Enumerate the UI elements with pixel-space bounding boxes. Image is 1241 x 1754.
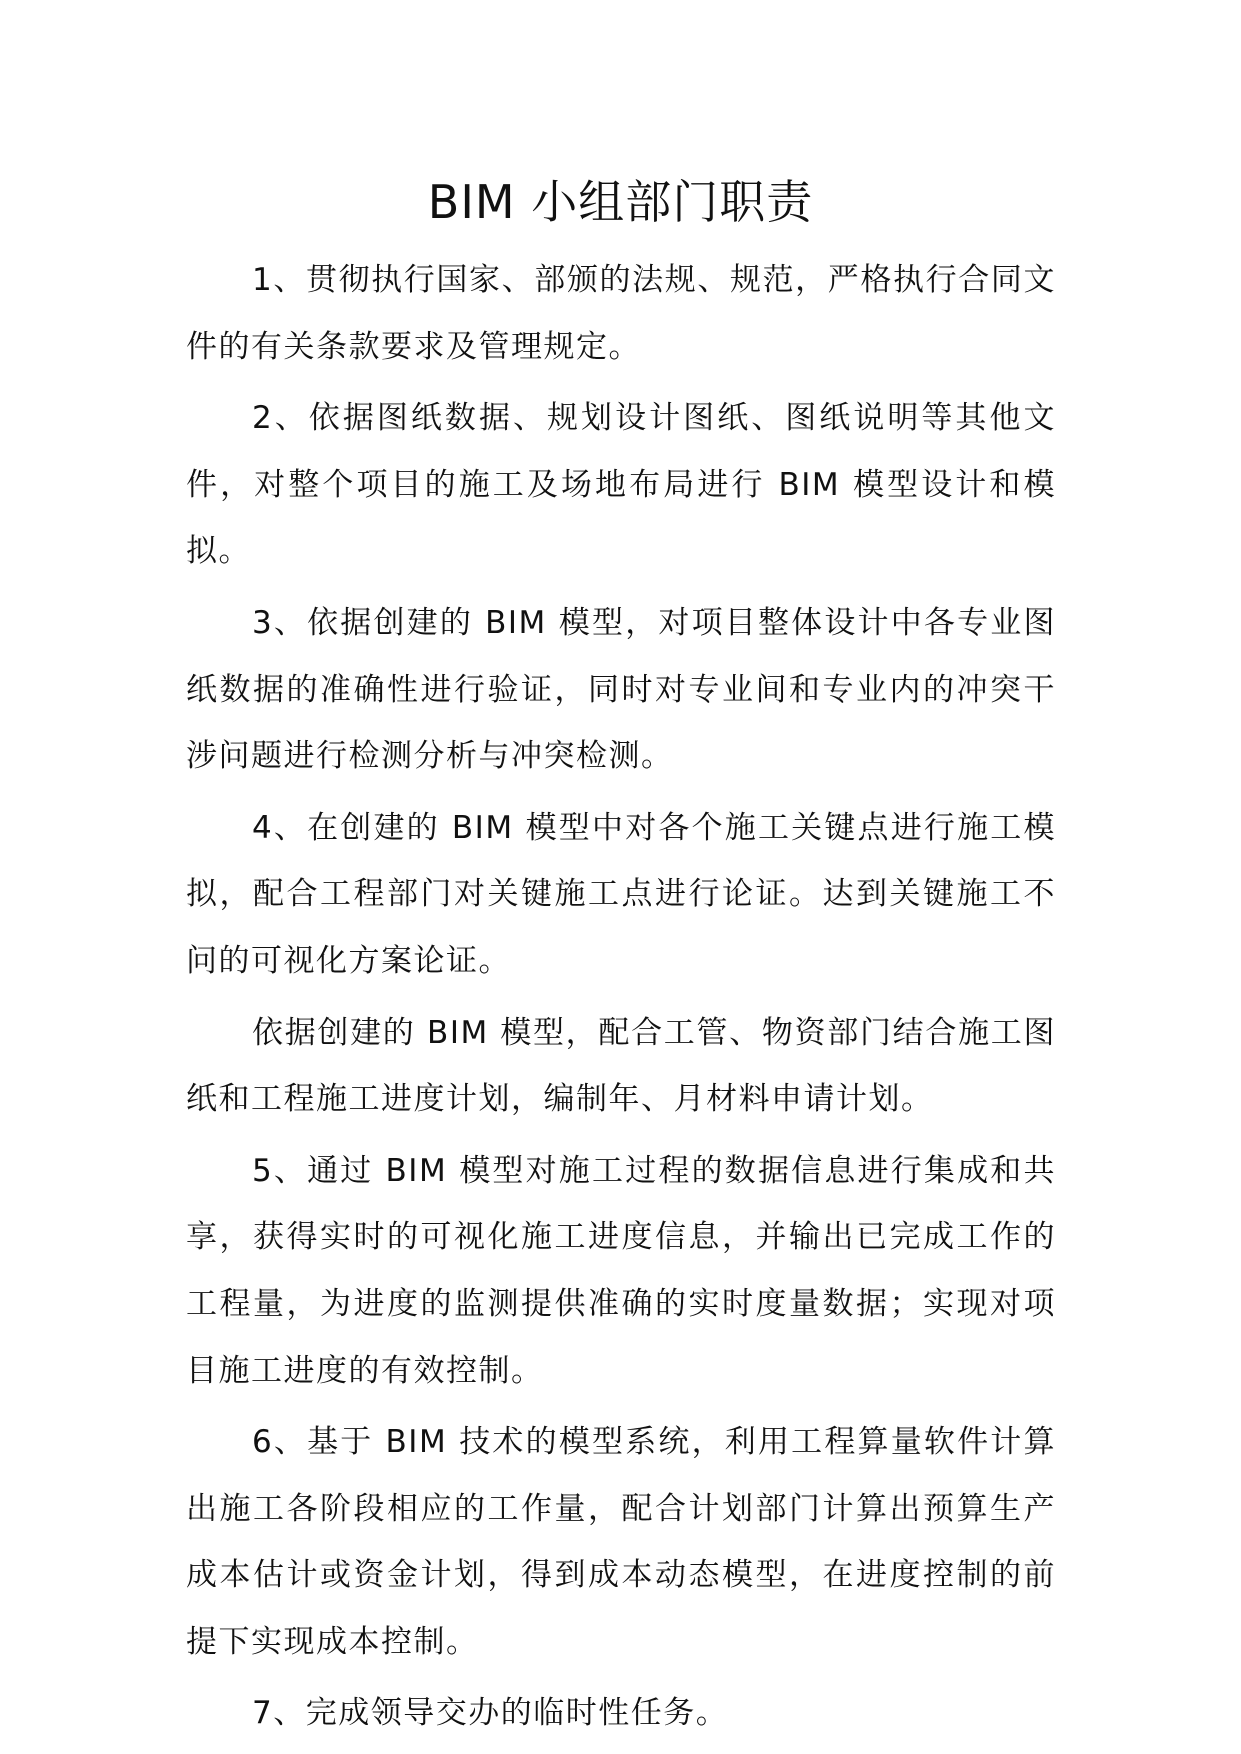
paragraph-1: 1、贯彻执行国家、部颁的法规、规范，严格执行合同文件的有关条款要求及管理规定。 bbox=[186, 262, 1056, 365]
document-title: BIM 小组部门职责 bbox=[427, 175, 814, 229]
paragraph-7: 7、完成领导交办的临时性任务。 bbox=[252, 1695, 729, 1732]
paragraph-4: 4、在创建的 BIM 模型中对各个施工关键点进行施工模拟，配合工程部门对关键施工点进行论证。达到关键施工不问的可视化方案论证。 bbox=[186, 809, 1056, 979]
paragraph-3: 3、依据创建的 BIM 模型，对项目整体设计中各专业图纸数据的准确性进行验证，同时对专业间和专业内的冲突干涉问题进行检测分析与冲突检测。 bbox=[186, 604, 1056, 775]
document-body bbox=[186, 247, 1056, 1752]
paragraph-6: 6、基于 BIM 技术的模型系统，利用工程算量软件计算出施工各阶段相应的工作量，配合计划部门计算出预算生产成本估计或资金计划，得到成本动态模型，在进度控制的前提下实现成本控制。 bbox=[186, 1424, 1056, 1660]
paragraph-4-supplement: 依据创建的 BIM 模型，配合工管、物资部门结合施工图纸和工程施工进度计划，编制年、月材料申请计划。 bbox=[186, 1014, 1056, 1118]
paragraph-5: 5、通过 BIM 模型对施工过程的数据信息进行集成和共享，获得实时的可视化施工进度信息，并输出已完成工作的工程量，为进度的监测提供准确的实时度量数据；实现对项目施工进度的有效控制。 bbox=[186, 1152, 1056, 1389]
paragraph-2: 2、依据图纸数据、规划设计图纸、图纸说明等其他文件，对整个项目的施工及场地布局进行 BIM 模型设计和模拟。 bbox=[186, 400, 1056, 570]
